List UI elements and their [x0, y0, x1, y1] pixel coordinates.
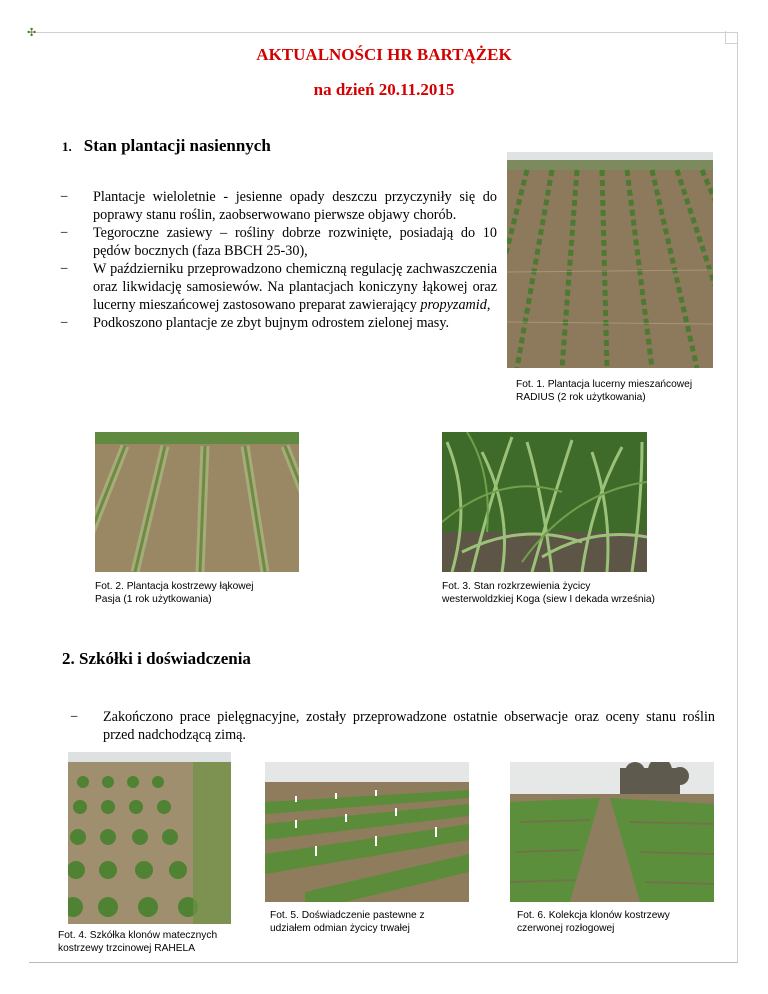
photo-1-caption: Fot. 1. Plantacja lucerny mieszańcowej RADIUS (2 rok użytkowania) — [516, 379, 693, 403]
photo-4-caption: Fot. 4. Szkółka klonów matecznych kostrzewy trzcinowej RAHELA — [58, 930, 218, 954]
list-item: − Tegoroczne zasiewy – rośliny dobrze rozwinięte, posiadają do 10 pędów bocznych (faza BBCH 25-30), — [60, 225, 497, 259]
page-fold-icon — [725, 31, 738, 44]
photo-3-caption: Fot. 3. Stan rozkrzewienia życicy westerwoldzkiej Koga (siew I dekada września) — [442, 581, 655, 605]
list-item: − Zakończono prace pielęgnacyjne, zostały przeprowadzone ostatnie obserwacje oraz oceny stanu roślin przed nadchodzącą zimą. — [70, 709, 715, 743]
list-item: − Plantacje wieloletnie - jesienne opady deszczu przyczyniły się do poprawy stanu roślin, zaobserwowano pierwsze objawy chorób. — [60, 189, 497, 223]
photo-2 — [95, 432, 299, 572]
photo-6-caption: Fot. 6. Kolekcja klonów kostrzewy czerwonej rozłogowej — [517, 910, 670, 934]
photo-1 — [507, 152, 713, 368]
photo-6 — [510, 762, 714, 902]
photo-3 — [442, 432, 647, 572]
section-1-bullets — [60, 188, 497, 332]
page-bottom-line — [29, 962, 737, 963]
section-2-bullets — [70, 708, 715, 744]
section-2-number: 2. — [62, 649, 75, 668]
section-1-number: 1. — [62, 139, 72, 154]
chemical-name: propyzamid — [420, 297, 487, 313]
photo-5 — [265, 762, 469, 902]
document-title: AKTUALNOŚCI HR BARTĄŻEK — [256, 45, 512, 64]
corner-marker-icon: ✣ — [27, 26, 37, 39]
photo-2-caption: Fot. 2. Plantacja kostrzewy łąkowej Pasja (1 rok użytkowania) — [95, 581, 254, 605]
document-date: na dzień 20.11.2015 — [313, 80, 455, 99]
section-1-title: Stan plantacji nasiennych — [83, 136, 271, 155]
photo-4 — [68, 752, 231, 924]
list-item: − Podkoszono plantacje ze zbyt bujnym odrostem zielonej masy. — [60, 315, 450, 331]
section-2-heading — [62, 649, 251, 669]
section-1-heading — [62, 136, 271, 156]
list-item: − W październiku przeprowadzono chemiczną regulację zachwaszczenia oraz likwidację samosiewów. Na plantacjach koniczyny łąkowej oraz lucerny mieszańcowej zastosowano preparat zawierający propyzamid, — [60, 261, 497, 313]
section-2-title: Szkółki i doświadczenia — [79, 649, 251, 668]
photo-5-caption: Fot. 5. Doświadczenie pastewne z udziałem odmian życicy trwałej — [270, 910, 425, 934]
